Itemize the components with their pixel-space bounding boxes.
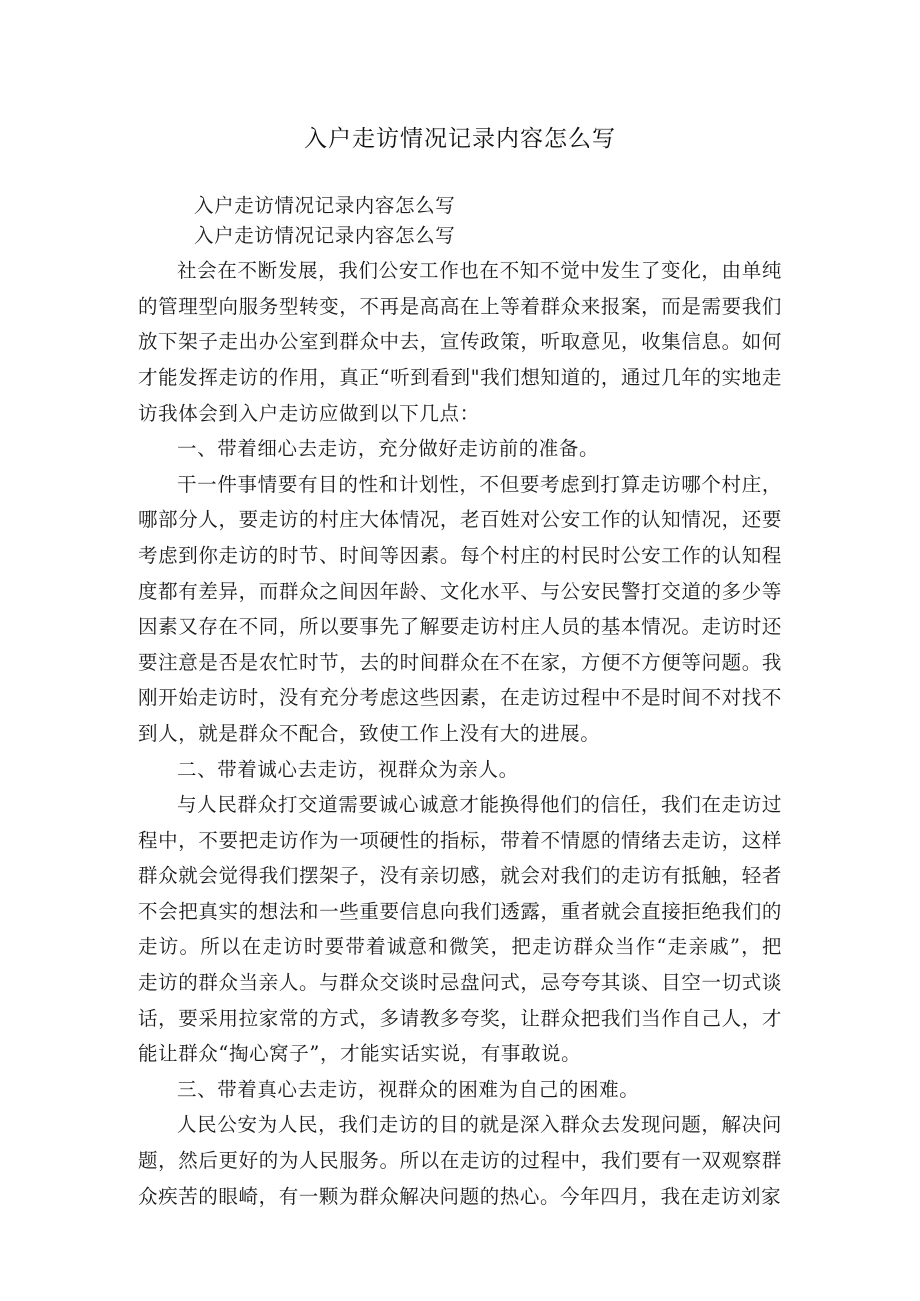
paragraph: 社会在不断发展，我们公安工作也在不知不觉中发生了变化，由单纯的管理型向服务型转变，不再是高高在上等着群众来报案，而是需要我们放下架子走出办公室到群众中去，宣传政策，听取意见，收集信息。如何才能发挥走访的作用，真正“听到看到"我们想知道的，通过几年的实地走访我体会到入户走访应做到以下几点： [138, 259, 782, 425]
paragraph: 与人民群众打交道需要诚心诚意才能换得他们的信任，我们在走访过程中，不要把走访作为一项硬性的指标，带着不情愿的情绪去走访，这样群众就会觉得我们摆架子，没有亲切感，就会对我们的走访有抵触，轻者不会把真实的想法和一些重要信息向我们透露，重者就会直接拒绝我们的走访。所以在走访时要带着诚意和微笑，把走访群众当作“走亲戚”，把走访的群众当亲人。与群众交谈时忌盘问式，忌夸夸其谈、目空一切式谈话，要采用拉家常的方式，多请教多夸奖，让群众把我们当作自己人，才能让群众“掏心窝子”，才能实话实说，有事敢说。 [138, 793, 782, 1066]
paragraph: 人民公安为人民，我们走访的目的就是深入群众去发现问题，解决问题，然后更好的为人民服务。所以在走访的过程中，我们要有一双观察群众疾苦的眼崎，有一颗为群众解决问题的热心。今年四月，我在走访刘家 [138, 1113, 782, 1208]
section-heading: 三、带着真心去走访，视群众的困难为自己的困难。 [177, 1077, 640, 1101]
subtitle-line: 入户走访情况记录内容怎么写 [194, 194, 456, 217]
subtitle-line: 入户走访情况记录内容怎么写 [194, 223, 456, 247]
section-heading: 二、带着诚心去走访，视群众为亲人。 [177, 757, 519, 781]
section-heading: 一、带着细心去走访，充分做好走访前的准备。 [177, 437, 600, 461]
paragraph: 干一件事情要有目的性和计划性，不但要考虑到打算走访哪个村庄，哪部分人，要走访的村庄大体情况，老百姓对公安工作的认知情况，还要考虑到你走访的时节、时间等因素。每个村庄的村民时公安工作的认知程度都有差异，而群众之间因年龄、文化水平、与公安民警打交道的多少等因素又存在不同，所以要事先了解要走访村庄人员的基本情况。走访时还要注意是否是农忙时节，去的时间群众在不在家，方便不方便等问题。我刚开始走访时，没有充分考虑这些因素，在走访过程中不是时间不对找不到人，就是群众不配合，致使工作上没有大的进展。 [138, 472, 782, 745]
document-body [138, 188, 782, 1214]
document-title: 入户走访情况记录内容怎么写 [304, 126, 616, 152]
